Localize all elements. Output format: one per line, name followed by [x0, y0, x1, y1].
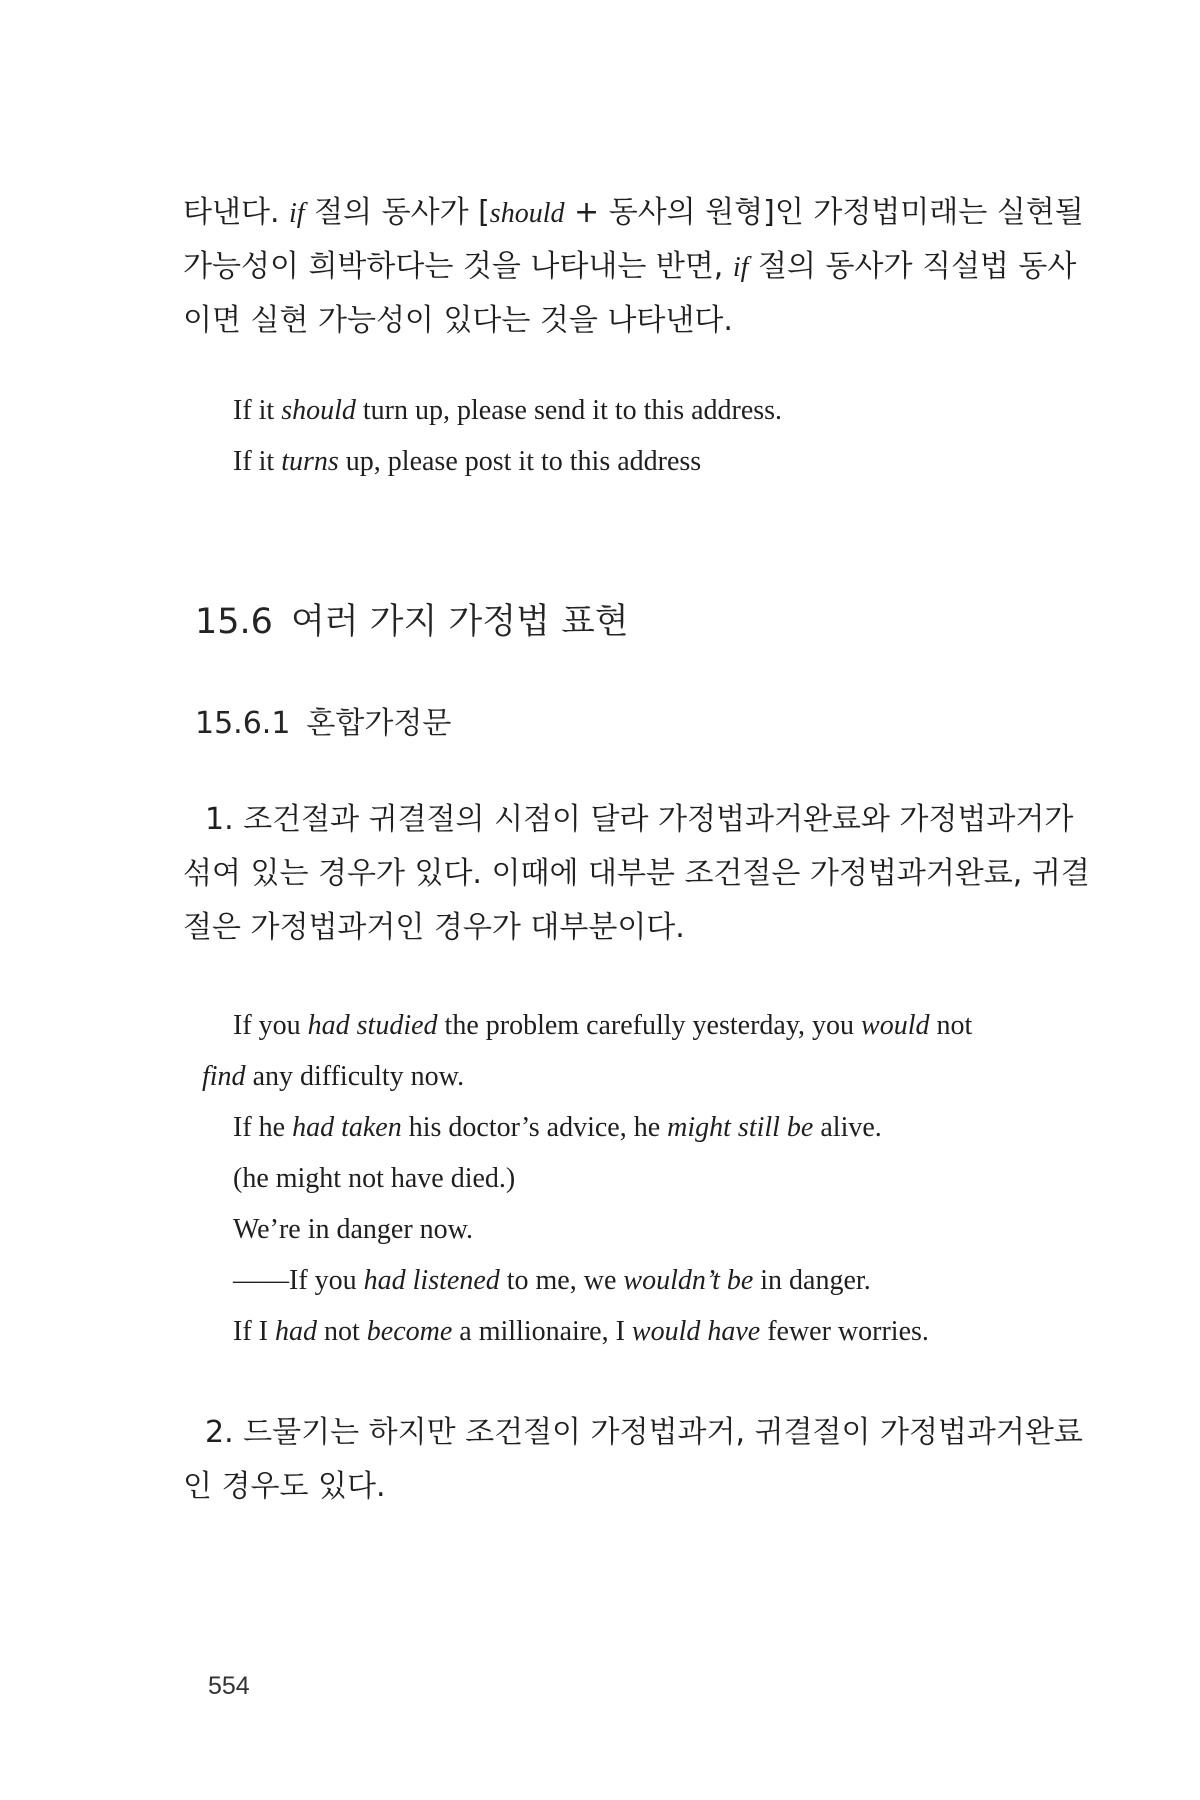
text: If I	[233, 1316, 275, 1347]
example-sentence	[202, 1306, 972, 1357]
italic-term: if	[289, 198, 305, 229]
italic-term: had	[274, 1316, 317, 1347]
text: alive.	[813, 1112, 882, 1143]
point-2-line-1: 2. 드물기는 하지만 조건절이 가정법과거, 귀결절이 가정법과거완료	[205, 1415, 1083, 1450]
italic-term: should	[489, 198, 565, 229]
text: a millionaire, I	[452, 1316, 632, 1347]
text: If it	[233, 446, 282, 477]
intro-paragraph	[183, 186, 1084, 348]
example-sentence: (he might not have died.)	[233, 1163, 516, 1194]
text: If it	[233, 395, 282, 426]
text: any difficulty now.	[245, 1061, 465, 1092]
example-sentence	[202, 1255, 972, 1306]
italic-term: wouldn’t be	[623, 1265, 754, 1296]
subsection-title: 혼합가정문	[306, 706, 452, 741]
section-title: 여러 가지 가정법 표현	[290, 602, 629, 642]
text: to me, we	[499, 1265, 624, 1296]
example-sentence: We’re in danger now.	[233, 1214, 474, 1245]
italic-term: become	[366, 1316, 453, 1347]
intro-line-1	[183, 186, 1084, 240]
italic-term: should	[281, 395, 356, 426]
text: ——If you	[233, 1265, 364, 1296]
example-block-b	[202, 1000, 972, 1357]
subsection-heading	[195, 698, 451, 742]
text: If you	[233, 1010, 308, 1041]
text: + 동사의 원형]인 가정법미래는 실현될	[564, 195, 1084, 230]
text: the problem carefully yesterday, you	[437, 1010, 862, 1041]
text: his doctor’s advice, he	[401, 1112, 668, 1143]
italic-term: had listened	[363, 1265, 500, 1296]
italic-term: would have	[631, 1316, 761, 1347]
section-heading	[195, 594, 629, 644]
text: 타낸다.	[183, 195, 290, 230]
italic-term: find	[202, 1061, 246, 1092]
text: fewer worries.	[760, 1316, 929, 1347]
italic-term: would	[861, 1010, 930, 1041]
example-sentence	[233, 436, 782, 487]
intro-line-2	[183, 240, 1084, 294]
section-number: 15.6	[195, 602, 273, 642]
text: up, please post it to this address	[338, 446, 702, 477]
point-1-paragraph	[183, 793, 1090, 955]
text: If he	[233, 1112, 293, 1143]
example-sentence-continued	[202, 1051, 972, 1102]
example-sentence	[202, 1102, 972, 1153]
text: 절의 동사가 [	[304, 195, 490, 230]
italic-term: if	[732, 252, 749, 283]
point-1-line-2: 섞여 있는 경우가 있다. 이때에 대부분 조건절은 가정법과거완료, 귀결	[183, 856, 1090, 891]
italic-term: might still be	[667, 1112, 814, 1143]
text: 절의 동사가 직설법 동사	[748, 249, 1077, 284]
italic-term: turns	[281, 446, 339, 477]
example-sentence	[202, 1000, 972, 1051]
text: 가능성이 희박하다는 것을 나타내는 반면,	[183, 249, 733, 284]
point-1-line-3: 절은 가정법과거인 경우가 대부분이다.	[183, 910, 685, 945]
point-2-line-2: 인 경우도 있다.	[183, 1469, 386, 1504]
point-1-line-1: 1. 조건절과 귀결절의 시점이 달라 가정법과거완료와 가정법과거가	[205, 802, 1074, 837]
point-2-paragraph	[183, 1406, 1083, 1514]
page-number: 554	[208, 1672, 250, 1700]
text: turn up, please send it to this address.	[355, 395, 783, 426]
example-block-a	[233, 385, 782, 487]
text: not	[316, 1316, 367, 1347]
intro-line-3: 이면 실현 가능성이 있다는 것을 나타낸다.	[183, 303, 733, 338]
text: not	[929, 1010, 973, 1041]
text: in danger.	[753, 1265, 871, 1296]
italic-term: had taken	[292, 1112, 402, 1143]
example-sentence	[233, 385, 782, 436]
italic-term: had studied	[307, 1010, 438, 1041]
subsection-number: 15.6.1	[195, 706, 291, 741]
